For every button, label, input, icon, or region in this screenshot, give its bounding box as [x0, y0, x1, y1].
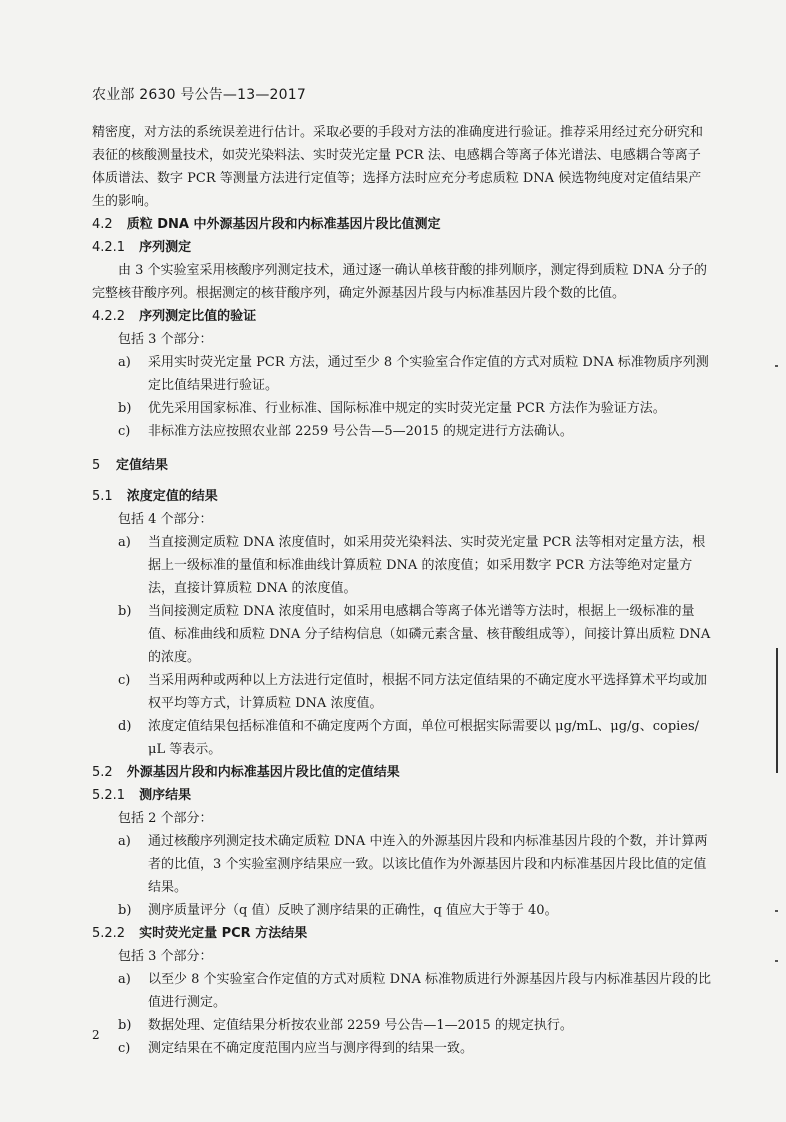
section-heading-5	[92, 454, 712, 477]
list-item	[92, 1014, 712, 1037]
list-item	[92, 600, 712, 669]
section-title: 浓度定值的结果	[126, 489, 218, 504]
list-item-text: 当直接测定质粒 DNA 浓度值时，如采用荧光染料法、实时荧光定量 PCR 法等相对定量方法，根据上一级标准的量值和标准曲线计算质粒 DNA 的浓度值；如采用数字 PCR 方法等绝对定量方法，直接计算质粒 DNA 的浓度值。	[148, 535, 706, 596]
section-title: 序列测定比值的验证	[139, 309, 257, 324]
list-item	[92, 397, 712, 420]
section-number: 4.2.1	[92, 240, 126, 255]
scan-dot	[775, 960, 778, 962]
list-item	[92, 1037, 712, 1060]
list-item	[92, 830, 712, 899]
section-number: 5.2.1	[92, 788, 126, 803]
scan-dot	[775, 365, 778, 367]
list-item-text: 数据处理、定值结果分析按农业部 2259 号公告—1—2015 的规定执行。	[148, 1018, 573, 1033]
section-title: 序列测定	[139, 240, 192, 255]
list-intro: 包括 3 个部分：	[118, 332, 213, 347]
section-title: 质粒 DNA 中外源基因片段和内标准基因片段比值测定	[126, 217, 441, 232]
section-heading-4-2	[92, 213, 712, 236]
list-item-text: 以至少 8 个实验室合作定值的方式对质粒 DNA 标准物质进行外源基因片段与内标准基因片段的比值进行测定。	[148, 972, 711, 1010]
document-header: 农业部 2630 号公告—13—2017	[92, 87, 306, 103]
list-item	[92, 669, 712, 715]
list-intro: 包括 3 个部分：	[118, 949, 213, 964]
list-item	[92, 420, 712, 443]
section-title: 外源基因片段和内标准基因片段比值的定值结果	[126, 765, 400, 780]
list-item	[92, 531, 712, 600]
list-item-label: b)	[118, 1018, 132, 1033]
list-intro: 包括 2 个部分：	[118, 811, 213, 826]
list-item	[92, 715, 712, 761]
section-heading-5-2-1	[92, 784, 712, 807]
scan-edge-mark	[776, 648, 778, 773]
list-item-text: 优先采用国家标准、行业标准、国际标准中规定的实时荧光定量 PCR 方法作为验证方法。	[148, 401, 666, 416]
section-heading-5-2-2	[92, 922, 712, 945]
section-title: 实时荧光定量 PCR 方法结果	[139, 926, 308, 941]
scan-dot	[775, 910, 778, 912]
section-number: 4.2	[92, 217, 113, 232]
list-item	[92, 968, 712, 1014]
section-number: 5.1	[92, 489, 113, 504]
section-number: 5.2	[92, 765, 113, 780]
list-item-text: 非标准方法应按照农业部 2259 号公告—5—2015 的规定进行方法确认。	[148, 424, 573, 439]
section-number: 4.2.2	[92, 309, 126, 324]
section-heading-4-2-1	[92, 236, 712, 259]
list-item-text: 采用实时荧光定量 PCR 方法，通过至少 8 个实验室合作定值的方式对质粒 DNA 标准物质序列测定比值结果进行验证。	[148, 355, 709, 393]
list-item-label: a)	[118, 535, 131, 550]
list-item-label: c)	[118, 673, 131, 688]
list-item-text: 当间接测定质粒 DNA 浓度值时，如采用电感耦合等离子体光谱等方法时，根据上一级标准的量值、标准曲线和质粒 DNA 分子结构信息（如磷元素含量、核苷酸组成等），间接计算出质粒 DNA 的浓度。	[148, 604, 711, 665]
intro-paragraph: 精密度，对方法的系统误差进行估计。采取必要的手段对方法的准确度进行验证。推荐采用经过充分研究和表征的核酸测量技术，如荧光染料法、实时荧光定量 PCR 法、电感耦合等离子体光谱法、电感耦合等离子体质谱法、数字 PCR 等测量方法进行定值等；选择方法时应充分考虑质粒 DNA 候选物纯度对定值结果产生的影响。	[92, 125, 704, 209]
section-number: 5.2.2	[92, 926, 126, 941]
list-item-label: a)	[118, 355, 131, 370]
paragraph-4-2-1: 由 3 个实验室采用核酸序列测定技术，通过逐一确认单核苷酸的排列顺序，测定得到质粒 DNA 分子的完整核苷酸序列。根据测定的核苷酸序列，确定外源基因片段与内标准基因片段个数的比值。	[92, 263, 707, 301]
section-title: 定值结果	[116, 458, 169, 473]
section-heading-4-2-2	[92, 305, 712, 328]
section-heading-5-2	[92, 761, 712, 784]
list-item-label: b)	[118, 401, 132, 416]
section-title: 测序结果	[139, 788, 192, 803]
list-item-text: 当采用两种或两种以上方法进行定值时，根据不同方法定值结果的不确定度水平选择算术平均或加权平均等方式，计算质粒 DNA 浓度值。	[148, 673, 708, 711]
document-body	[92, 121, 712, 1060]
list-item-text: 测序质量评分（q 值）反映了测序结果的正确性，q 值应大于等于 40。	[148, 903, 558, 918]
list-item-label: a)	[118, 834, 131, 849]
list-item-text: 测定结果在不确定度范围内应当与测序得到的结果一致。	[148, 1041, 474, 1056]
list-item-label: c)	[118, 1041, 131, 1056]
list-item-label: c)	[118, 424, 131, 439]
section-number: 5	[92, 458, 101, 473]
list-item-label: a)	[118, 972, 131, 987]
section-heading-5-1	[92, 485, 712, 508]
list-item-text: 浓度定值结果包括标准值和不确定度两个方面，单位可根据实际需要以 μg/mL、μg/g、copies/μL 等表示。	[148, 719, 700, 757]
list-item-label: b)	[118, 604, 132, 619]
page-number: 2	[92, 1028, 100, 1042]
list-item-text: 通过核酸序列测定技术确定质粒 DNA 中连入的外源基因片段和内标准基因片段的个数，并计算两者的比值，3 个实验室测序结果应一致。以该比值作为外源基因片段和内标准基因片段比值的定值结果。	[148, 834, 708, 895]
list-item-label: b)	[118, 903, 132, 918]
list-item-label: d)	[118, 719, 132, 734]
list-item	[92, 899, 712, 922]
list-intro: 包括 4 个部分：	[118, 512, 213, 527]
list-item	[92, 351, 712, 397]
